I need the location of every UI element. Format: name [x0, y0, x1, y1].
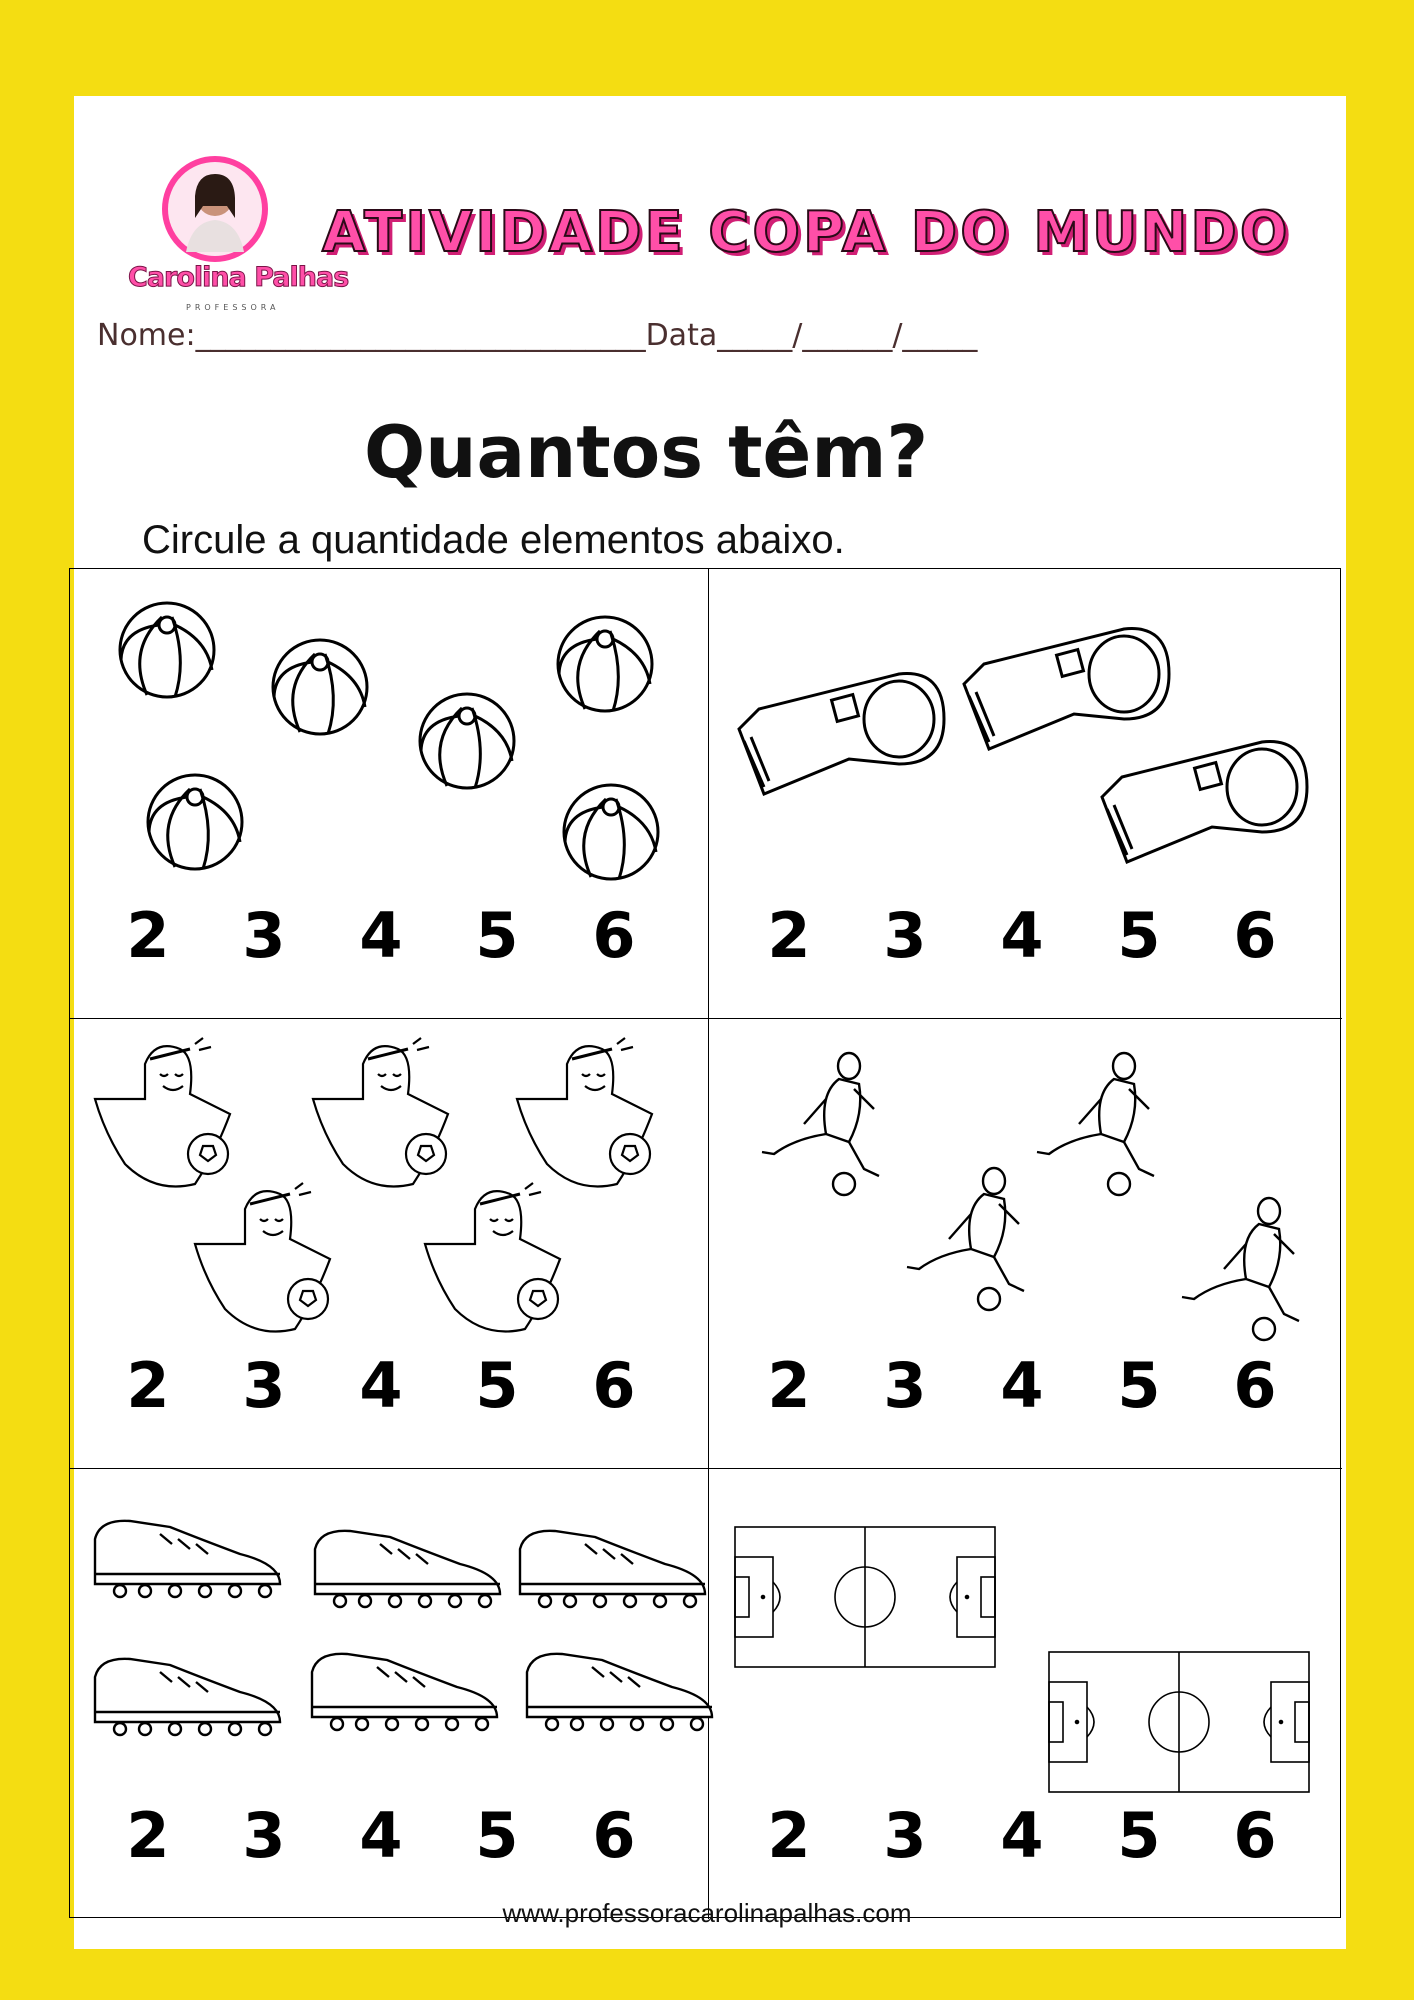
option-6[interactable]: 6	[1233, 899, 1277, 972]
cell-soccer-players	[709, 1019, 1342, 1469]
activity-instructions: Circule a quantidade elementos abaixo.	[142, 518, 845, 562]
option-3[interactable]: 3	[883, 899, 927, 972]
option-2[interactable]: 2	[126, 1799, 170, 1872]
option-5[interactable]: 5	[475, 1349, 519, 1422]
option-3[interactable]: 3	[883, 1799, 927, 1872]
counting-grid	[69, 568, 1341, 1918]
option-6[interactable]: 6	[1233, 1349, 1277, 1422]
option-6[interactable]: 6	[592, 899, 636, 972]
cleat-icons	[70, 1469, 750, 1809]
option-2[interactable]: 2	[767, 1349, 811, 1422]
option-2[interactable]: 2	[126, 1349, 170, 1422]
option-5[interactable]: 5	[475, 1799, 519, 1872]
option-4[interactable]: 4	[359, 1349, 403, 1422]
option-4[interactable]: 4	[1000, 1349, 1044, 1422]
ghost-mascot-icons	[70, 1019, 709, 1359]
option-2[interactable]: 2	[126, 899, 170, 972]
cell-ghost-mascots	[70, 1019, 709, 1469]
option-4[interactable]: 4	[1000, 1799, 1044, 1872]
activity-heading: Quantos têm?	[364, 410, 929, 494]
cell-cleats	[70, 1469, 709, 1919]
option-4[interactable]: 4	[1000, 899, 1044, 972]
name-date-line[interactable]: Nome:______________________________Data_____/______/_____	[97, 318, 978, 353]
cell-soccer-fields	[709, 1469, 1342, 1919]
option-6[interactable]: 6	[592, 1349, 636, 1422]
option-3[interactable]: 3	[242, 899, 286, 972]
page-title: ATIVIDADE COPA DO MUNDO	[322, 200, 1291, 265]
option-5[interactable]: 5	[1117, 1349, 1161, 1422]
option-6[interactable]: 6	[1233, 1799, 1277, 1872]
option-6[interactable]: 6	[592, 1799, 636, 1872]
beach-ball-icons	[70, 569, 709, 909]
option-4[interactable]: 4	[359, 1799, 403, 1872]
soccer-player-icons	[709, 1019, 1342, 1359]
website-url[interactable]: www.professoracarolinapalhas.com	[502, 1898, 912, 1928]
option-2[interactable]: 2	[767, 1799, 811, 1872]
option-3[interactable]: 3	[883, 1349, 927, 1422]
logo-name: Carolina Palhas	[128, 262, 349, 293]
option-3[interactable]: 3	[242, 1799, 286, 1872]
option-5[interactable]: 5	[475, 899, 519, 972]
option-5[interactable]: 5	[1117, 1799, 1161, 1872]
cell-whistles	[709, 569, 1342, 1019]
logo-subtitle: PROFESSORA	[186, 303, 280, 312]
option-2[interactable]: 2	[767, 899, 811, 972]
teacher-avatar-logo	[162, 156, 268, 262]
option-4[interactable]: 4	[359, 899, 403, 972]
cell-beach-balls	[70, 569, 709, 1019]
option-5[interactable]: 5	[1117, 899, 1161, 972]
whistle-icons	[709, 569, 1342, 909]
option-3[interactable]: 3	[242, 1349, 286, 1422]
soccer-field-icons	[709, 1469, 1342, 1809]
